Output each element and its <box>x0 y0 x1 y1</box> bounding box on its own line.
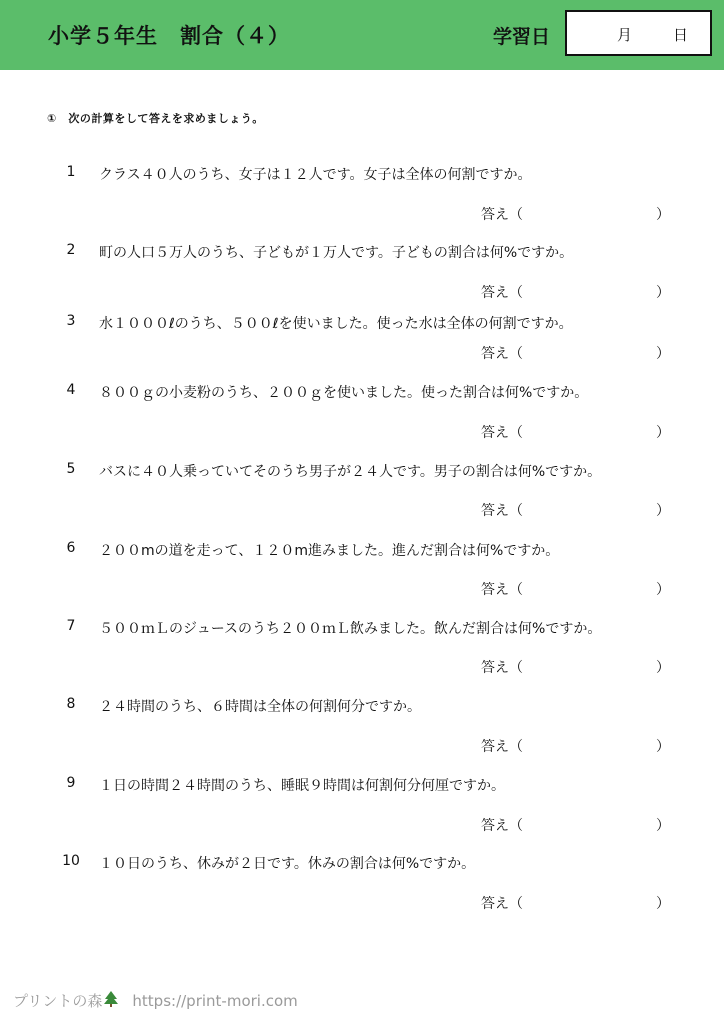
answer-label: 答え（ <box>481 346 523 362</box>
question-number: 8 <box>66 696 76 712</box>
footer-brand: プリントの森 <box>13 992 103 1010</box>
answer-label: 答え（ <box>481 818 523 834</box>
question-number: 6 <box>66 540 76 556</box>
question-text: ５００ｍＬのジュースのうち２００ｍＬ飲みました。飲んだ割合は何%ですか。 <box>99 621 602 637</box>
answer-close-paren: ） <box>656 285 670 301</box>
question-number: 9 <box>66 775 76 791</box>
question-text: ８００ｇの小麦粉のうち、２００ｇを使いました。使った割合は何%ですか。 <box>99 385 589 401</box>
question-number: 4 <box>66 382 76 398</box>
page-title: 小学５年生 割合（４） <box>48 24 290 48</box>
answer-label: 答え（ <box>481 739 523 755</box>
question-text: バスに４０人乗っていてそのうち男子が２４人です。男子の割合は何%ですか。 <box>99 464 602 480</box>
question-number: 2 <box>66 242 76 258</box>
answer-label: 答え（ <box>481 207 523 223</box>
answer-close-paren: ） <box>656 582 670 598</box>
question-text: ２４時間のうち、６時間は全体の何割何分ですか。 <box>99 699 421 715</box>
answer-close-paren: ） <box>656 739 670 755</box>
answer-close-paren: ） <box>656 346 670 362</box>
question-number: 7 <box>66 618 76 634</box>
date-label: 学習日 <box>493 26 551 48</box>
answer-label: 答え（ <box>481 425 523 441</box>
question-text: 水１０００ℓのうち、５００ℓを使いました。使った水は全体の何割ですか。 <box>99 316 573 332</box>
question-text: クラス４０人のうち、女子は１２人です。女子は全体の何割ですか。 <box>99 167 532 183</box>
question-text: ２００mの道を走って、１２０m進みました。進んだ割合は何%ですか。 <box>99 543 560 559</box>
footer-url-link[interactable]: https://print-mori.com <box>132 992 298 1010</box>
question-number: 1 <box>66 164 76 180</box>
answer-label: 答え（ <box>481 582 523 598</box>
question-number: 10 <box>62 853 80 869</box>
answer-label: 答え（ <box>481 896 523 912</box>
header-bar <box>0 0 724 70</box>
question-text: １０日のうち、休みが２日です。休みの割合は何%ですか。 <box>99 856 476 872</box>
question-text: １日の時間２４時間のうち、睡眠９時間は何割何分何厘ですか。 <box>99 778 505 794</box>
tree-icon <box>104 991 118 1011</box>
instruction: ① 次の計算をして答えを求めましょう。 <box>47 112 264 125</box>
answer-label: 答え（ <box>481 660 523 676</box>
answer-close-paren: ） <box>656 660 670 676</box>
answer-close-paren: ） <box>656 425 670 441</box>
answer-label: 答え（ <box>481 285 523 301</box>
footer <box>13 990 298 1011</box>
answer-close-paren: ） <box>656 896 670 912</box>
answer-close-paren: ） <box>656 818 670 834</box>
answer-label: 答え（ <box>481 503 523 519</box>
date-box[interactable] <box>565 10 712 56</box>
question-number: 5 <box>66 461 76 477</box>
answer-close-paren: ） <box>656 207 670 223</box>
month-label: 月 <box>617 26 633 44</box>
question-text: 町の人口５万人のうち、子どもが１万人です。子どもの割合は何%ですか。 <box>99 245 574 261</box>
question-number: 3 <box>66 313 76 329</box>
day-label: 日 <box>673 26 689 44</box>
answer-close-paren: ） <box>656 503 670 519</box>
